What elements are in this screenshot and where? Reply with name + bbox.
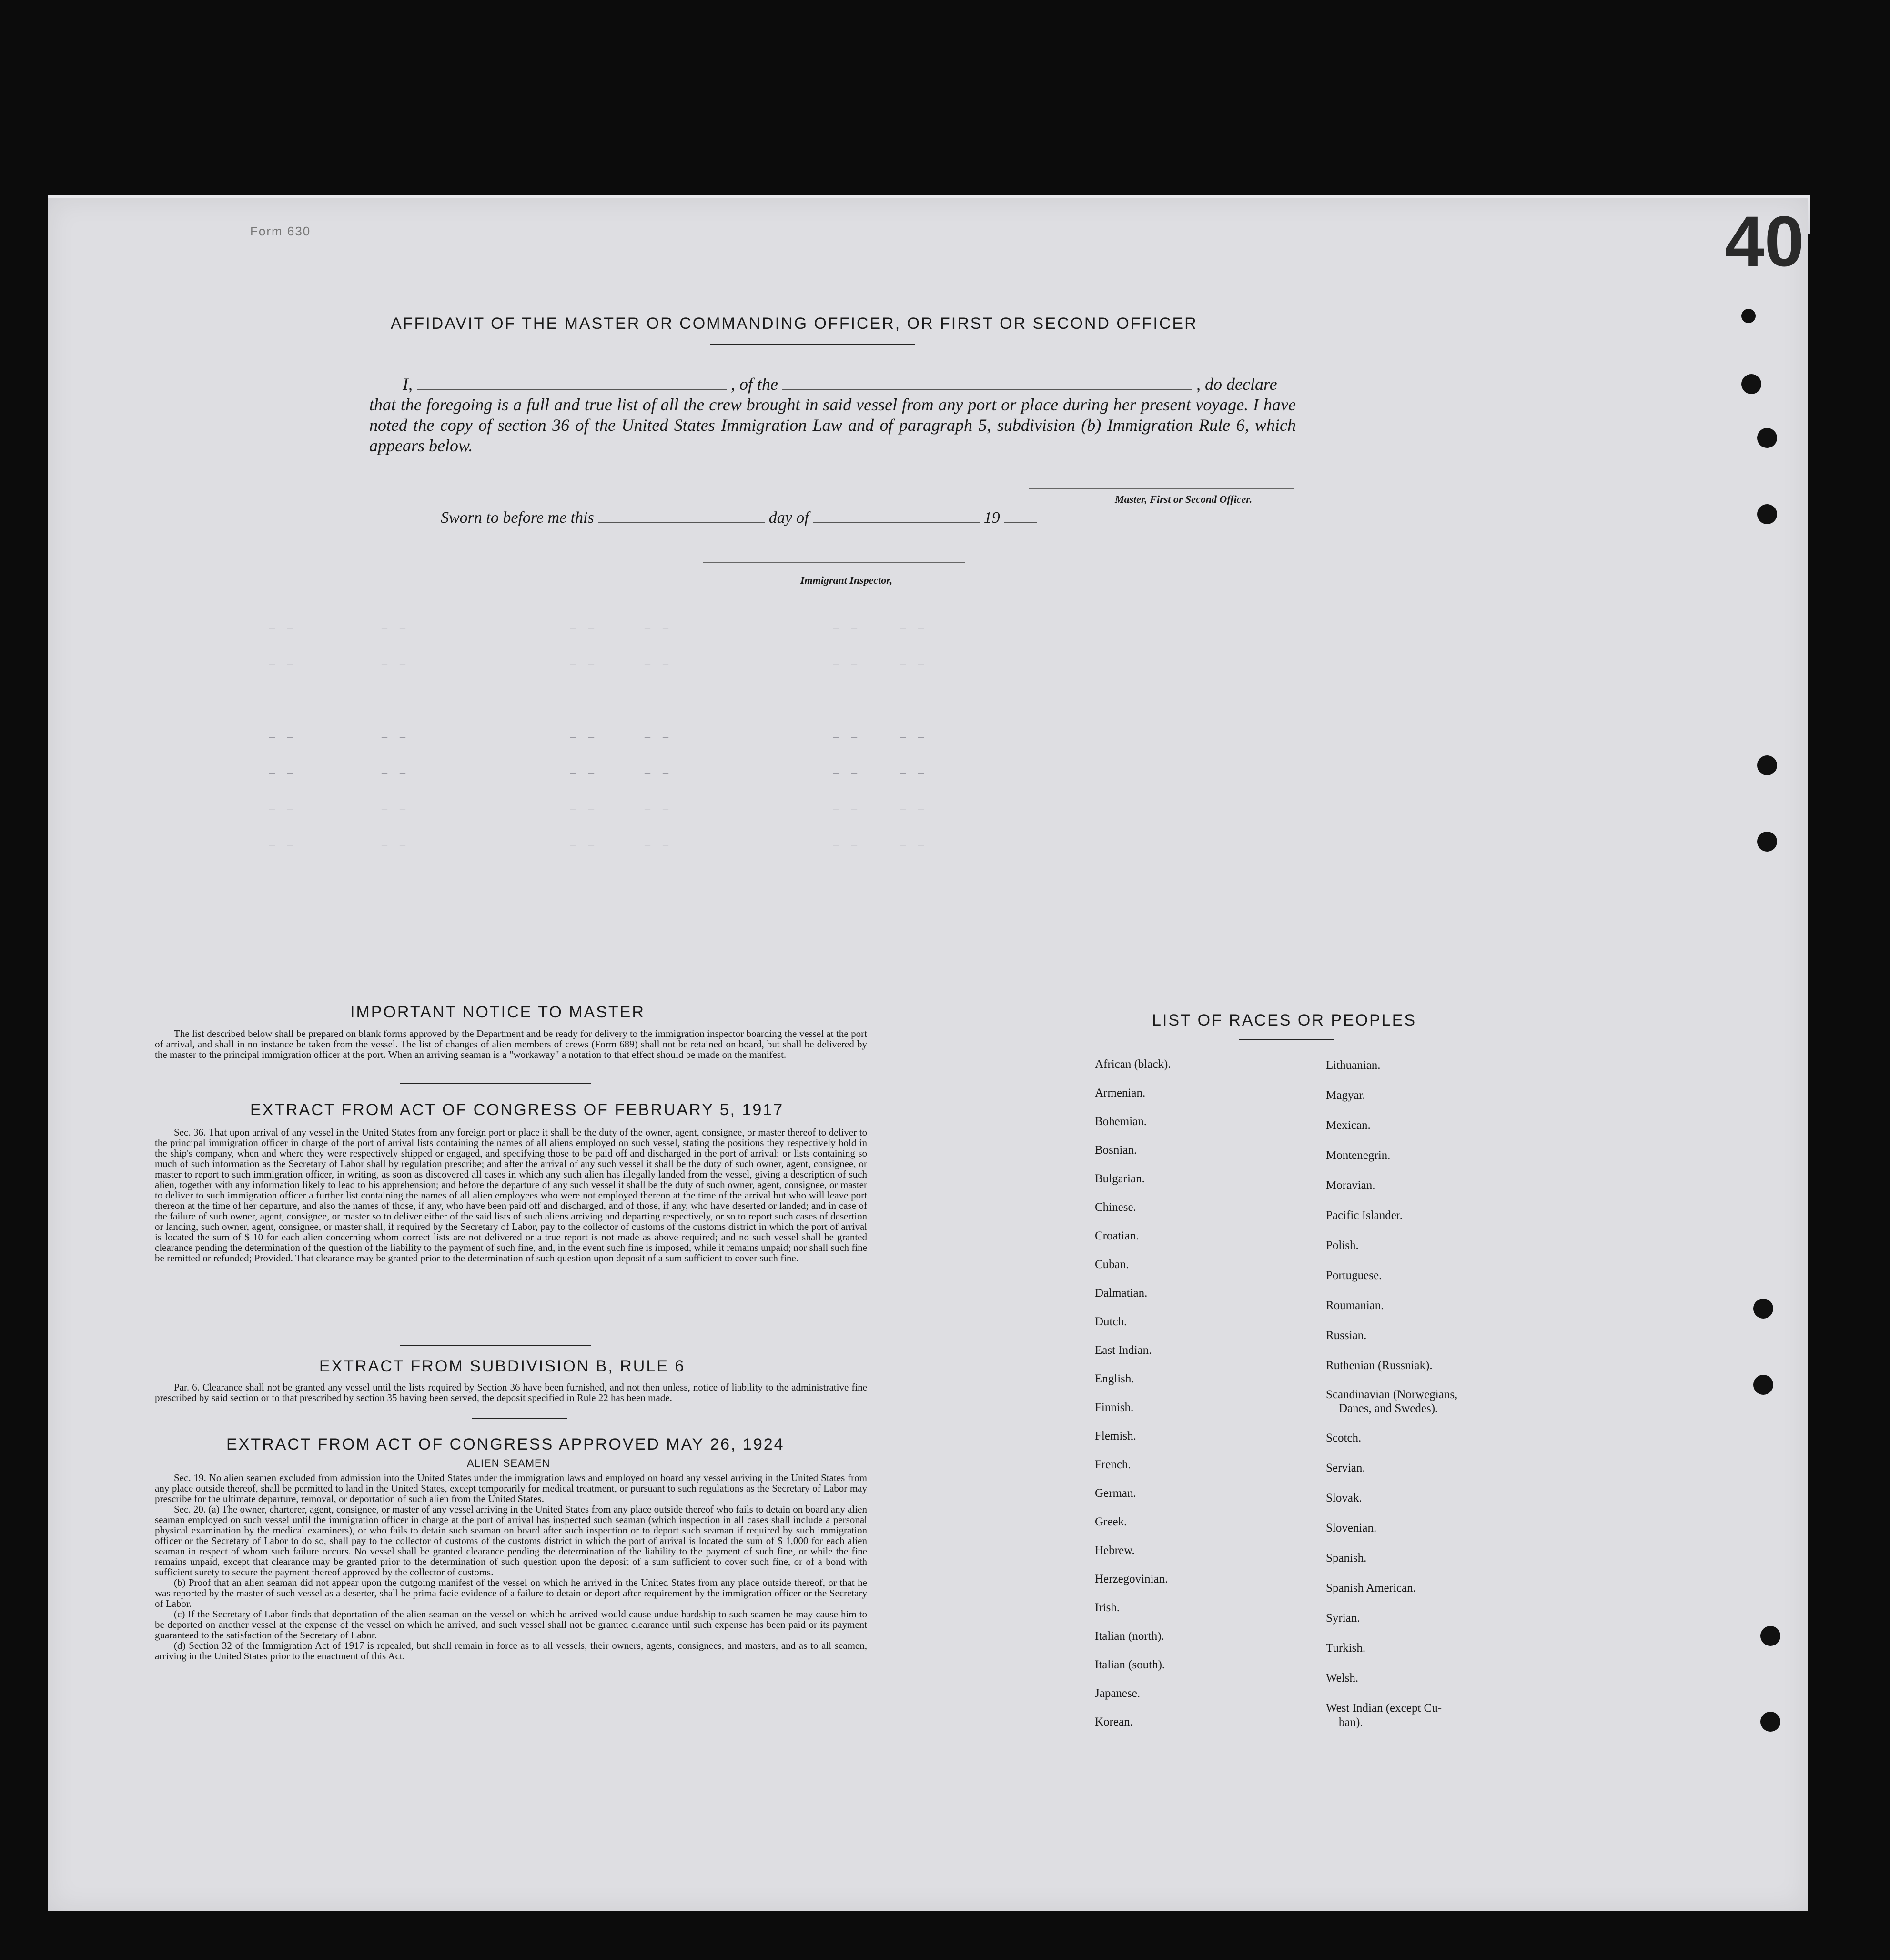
race-item: Finnish.	[1095, 1401, 1134, 1414]
punch-hole	[1753, 1375, 1773, 1395]
extract-rule6-text	[155, 1382, 867, 1403]
punch-hole	[1760, 1712, 1780, 1732]
race-item: Roumanian.	[1326, 1299, 1384, 1312]
race-item: German.	[1095, 1487, 1136, 1500]
race-item: Bulgarian.	[1095, 1172, 1145, 1185]
extract-1924-paragraph: Sec. 19. No alien seamen excluded from admission into the United States under the immigration laws and employed on board any vessel arriving in the United States from any place outside thereof, shall be permitted to land in the United States, except temporarily for medical treatment, or pursuant to such regulations as the Secretary of Labor may prescribe for the ultimate departure, removal, or deportation of such alien from the United States.	[155, 1472, 867, 1504]
form-number: Form 630	[250, 224, 311, 238]
race-item: Dutch.	[1095, 1315, 1127, 1328]
affidavit-body: that the foregoing is a full and true list of all the crew brought in said vessel from any port or place during her present voyage. I have noted the copy of section 36 of the United States Immigration Law and of paragraph 5, subdivision (b) Immigration Rule 6, which appears below.	[369, 395, 1296, 455]
sworn-year-blank[interactable]	[1004, 522, 1037, 523]
race-item: Ruthenian (Russniak).	[1326, 1359, 1433, 1372]
punch-hole	[1757, 504, 1777, 524]
extract-rule6-title: EXTRACT FROM SUBDIVISION B, RULE 6	[319, 1357, 686, 1375]
race-item: Italian (south).	[1095, 1658, 1165, 1671]
extract-1924-subtitle: ALIEN SEAMEN	[467, 1457, 550, 1469]
affidavit-text	[369, 374, 1296, 456]
race-item: African (black).	[1095, 1058, 1171, 1071]
extract-1917-paragraph: Sec. 36. That upon arrival of any vessel in the United States from any foreign port or place it shall be the duty of the owner, agent, consignee, or master thereof to deliver to the principal immigration officer in charge of the port of arrival lists containing the names of all aliens employed on such vessel, stating the positions they respectively hold in the ship's company, when and where they were respectively shipped or engaged, and specifying those to be paid off and discharged in the port of arrival; or lists containing so much of such information as the Secretary of Labor shall by regulation prescribe; and after the arrival of any such vessel it shall be the duty of such owner, agent, consignee, or master to report to such immigration officer, in writing, as soon as discovered all cases in which any such alien has illegally landed from the vessel, giving a description of such alien, together with any information likely to lead to his apprehension; and before the departure of any such vessel it shall be the duty of such owner, agent, consignee, or master to deliver to such immigration officer a further list containing the names of all alien employees who were not employed thereon at the time of the arrival but who will leave port thereon at the time of her departure, and also the names of those, if any, who have been paid off and discharged, and of those, if any, who have deserted or landed; and in case of the failure of such owner, agent, consignee, or master so to deliver either of the said lists of such aliens arriving and departing respectively, or so to report such cases of desertion or landing, such owner, agent, consignee, or master shall, if required by the Secretary of Labor, pay to the collector of customs of the customs district in which the port of arrival is located the sum of $ 10 for each alien concerning whom correct lists are not delivered or a true report is not made as above required; and no such vessel shall be granted clearance pending the determination of the question of the liability to the payment of such fine, and, in the event such fine is imposed, while it remains unpaid; nor shall such fine be remitted or refunded; Provided. That clearance may be granted prior to the determination of such question upon deposit of a sum sufficient to cover such fine.	[155, 1127, 867, 1264]
race-item: Japanese.	[1095, 1687, 1141, 1700]
vessel-name-blank[interactable]	[782, 389, 1192, 390]
inspector-caption: Immigrant Inspector,	[800, 574, 893, 586]
punch-hole	[1753, 1299, 1773, 1319]
race-item: Mexican.	[1326, 1119, 1371, 1132]
notice-text	[155, 1028, 867, 1060]
extract-rule6-paragraph: Par. 6. Clearance shall not be granted any vessel until the lists required by Section 36 have been furnished, and not then unless, notice of liability to the administrative fine prescribed by said section or to that prescribed by section 35 having been served, the deposit specified in Rule 22 has been made.	[155, 1381, 867, 1403]
race-item: Danes, and Swedes).	[1339, 1402, 1438, 1415]
race-item: French.	[1095, 1458, 1131, 1471]
punch-hole	[1757, 428, 1777, 448]
race-item: Italian (north).	[1095, 1630, 1164, 1643]
race-item: Scotch.	[1326, 1432, 1362, 1444]
race-item: English.	[1095, 1372, 1134, 1385]
race-item: Scandinavian (Norwegians,	[1326, 1388, 1458, 1401]
punch-hole	[1760, 1626, 1780, 1646]
race-item: Lithuanian.	[1326, 1059, 1381, 1072]
section-rule	[472, 1418, 567, 1419]
race-item: Hebrew.	[1095, 1544, 1135, 1557]
extract-1924-paragraph: (c) If the Secretary of Labor finds that deportation of the alien seaman on the vessel on which he arrived would cause undue hardship to such seamen he may cause him to be deported on another vessel at the expense of the vessel on which he arrived, and such vessel shall not be granted clearance until such expense has been paid or its payment guaranteed to the satisfaction of the Secretary of Labor.	[155, 1608, 867, 1641]
race-item: Servian.	[1326, 1462, 1365, 1474]
affidavit-first-line	[369, 374, 1296, 395]
race-item: Portuguese.	[1326, 1269, 1382, 1282]
race-item: Flemish.	[1095, 1430, 1136, 1442]
sworn-line	[441, 509, 1037, 527]
race-item: Russian.	[1326, 1329, 1367, 1342]
punch-hole	[1741, 309, 1756, 323]
race-item: Croatian.	[1095, 1229, 1139, 1242]
sworn-year-label: 19	[983, 509, 1000, 527]
extract-1924-text	[155, 1473, 867, 1661]
race-item: Irish.	[1095, 1601, 1120, 1614]
race-item: Pacific Islander.	[1326, 1209, 1403, 1222]
extract-1917-title: EXTRACT FROM ACT OF CONGRESS OF FEBRUARY 5, 1917	[250, 1101, 784, 1119]
declare-suffix: , do declare	[1196, 375, 1277, 394]
races-title: LIST OF RACES OR PEOPLES	[1152, 1011, 1417, 1029]
race-item: Bohemian.	[1095, 1115, 1147, 1128]
race-item: Magyar.	[1326, 1089, 1365, 1102]
notice-title: IMPORTANT NOTICE TO MASTER	[350, 1003, 645, 1021]
extract-1917-text	[155, 1127, 867, 1263]
sworn-date-blank[interactable]	[598, 522, 765, 523]
title-rule	[710, 344, 915, 345]
page-mark: 40	[1725, 201, 1804, 281]
master-signature-caption: Master, First or Second Officer.	[1115, 493, 1253, 505]
section-rule	[400, 1083, 591, 1084]
race-item: Spanish.	[1326, 1552, 1367, 1564]
races-title-rule	[1239, 1039, 1334, 1040]
master-signature-line[interactable]	[1029, 488, 1294, 489]
extract-1924-paragraph: Sec. 20. (a) The owner, charterer, agent, consignee, or master of any vessel arriving in the United States from any place outside thereof who fails to detain on board any alien seaman employed on such vessel until the immigration officer in charge at the port of arrival has inspected such seaman (which inspection in all cases shall include a personal physical examination by the medical examiners), or who fails to detain such seaman on board after such inspection or to deport such seaman if required by such immigration officer or the Secretary of Labor to do so, shall pay to the collector of customs of the customs district in which the port of arrival is located the sum of $ 1,000 for each alien seaman in respect of whom such failure occurs. No vessel shall be granted clearance pending the determination of the liability to the payment of such fine, or while the fine remains unpaid, except that clearance may be granted prior to the determination of such question upon the deposit of a sum sufficient to cover such fine, or of a bond with sufficient surety to secure the payment thereof approved by the collector of customs.	[155, 1503, 867, 1578]
punch-hole	[1757, 755, 1777, 775]
inspector-signature-line[interactable]	[703, 562, 965, 563]
race-item: Spanish American.	[1326, 1582, 1416, 1594]
race-item: East Indian.	[1095, 1344, 1152, 1357]
extract-1924-paragraph: (d) Section 32 of the Immigration Act of 1917 is repealed, but shall remain in force as to all vessels, their owners, agents, consignees, and masters, and as to all seamen, arriving in the United States prior to the enactment of this Act.	[155, 1640, 867, 1662]
sworn-day-label: day of	[768, 509, 809, 527]
race-item: ban).	[1339, 1716, 1363, 1729]
race-item: Moravian.	[1326, 1179, 1375, 1192]
race-item: Slovenian.	[1326, 1522, 1377, 1534]
extract-1924-title: EXTRACT FROM ACT OF CONGRESS APPROVED MAY 26, 1924	[226, 1435, 785, 1453]
vessel-prefix: , of the	[731, 375, 778, 394]
race-item: Polish.	[1326, 1239, 1359, 1252]
race-item: Montenegrin.	[1326, 1149, 1391, 1162]
sworn-prefix: Sworn to before me this	[441, 509, 594, 527]
sworn-month-blank[interactable]	[813, 522, 980, 523]
race-item: Syrian.	[1326, 1612, 1360, 1625]
punch-hole	[1757, 832, 1777, 852]
section-rule	[400, 1345, 591, 1346]
extract-1924-paragraph: (b) Proof that an alien seaman did not appear upon the outgoing manifest of the vessel on which he arrived in the United States from any place outside thereof, or that he was reported by the master of such vessel as a deserter, shall be prima facie evidence of a failure to detain or deport after requirement by the immigration officer or the Secretary of Labor.	[155, 1577, 867, 1609]
declarant-prefix: I,	[403, 375, 413, 394]
race-item: Turkish.	[1326, 1642, 1366, 1655]
race-item: Greek.	[1095, 1515, 1127, 1528]
declarant-name-blank[interactable]	[417, 389, 727, 390]
race-item: West Indian (except Cu-	[1326, 1702, 1442, 1715]
punch-hole	[1741, 374, 1761, 394]
race-item: Cuban.	[1095, 1258, 1129, 1271]
race-item: Armenian.	[1095, 1087, 1146, 1099]
race-item: Dalmatian.	[1095, 1287, 1148, 1300]
race-item: Bosnian.	[1095, 1144, 1137, 1157]
bleed-through-marks: – – – – – – – – – – – – – – – – – – – – – – – – – – – – – – – – – – – – – – – – – – – – – – – – – – – – – – – – – – – – – – – – – – – – – – – – – – – – – – – – – – – –	[269, 622, 929, 852]
race-item: Chinese.	[1095, 1201, 1136, 1214]
race-item: Slovak.	[1326, 1492, 1362, 1504]
race-item: Welsh.	[1326, 1672, 1359, 1685]
notice-paragraph: The list described below shall be prepared on blank forms approved by the Department and be ready for delivery to the immigration inspector boarding the vessel at the port of arrival, and shall in no instance be taken from the vessel. The list of changes of alien members of crews (Form 689) shall not be retained on board, but shall be delivered by the master to the principal immigration officer at the port. When an arriving seaman is a "workaway" a notation to that effect should be made on the manifest.	[155, 1028, 867, 1060]
affidavit-title: AFFIDAVIT OF THE MASTER OR COMMANDING OFFICER, OR FIRST OR SECOND OFFICER	[391, 315, 1198, 333]
race-item: Korean.	[1095, 1716, 1133, 1728]
race-item: Herzegovinian.	[1095, 1573, 1168, 1585]
